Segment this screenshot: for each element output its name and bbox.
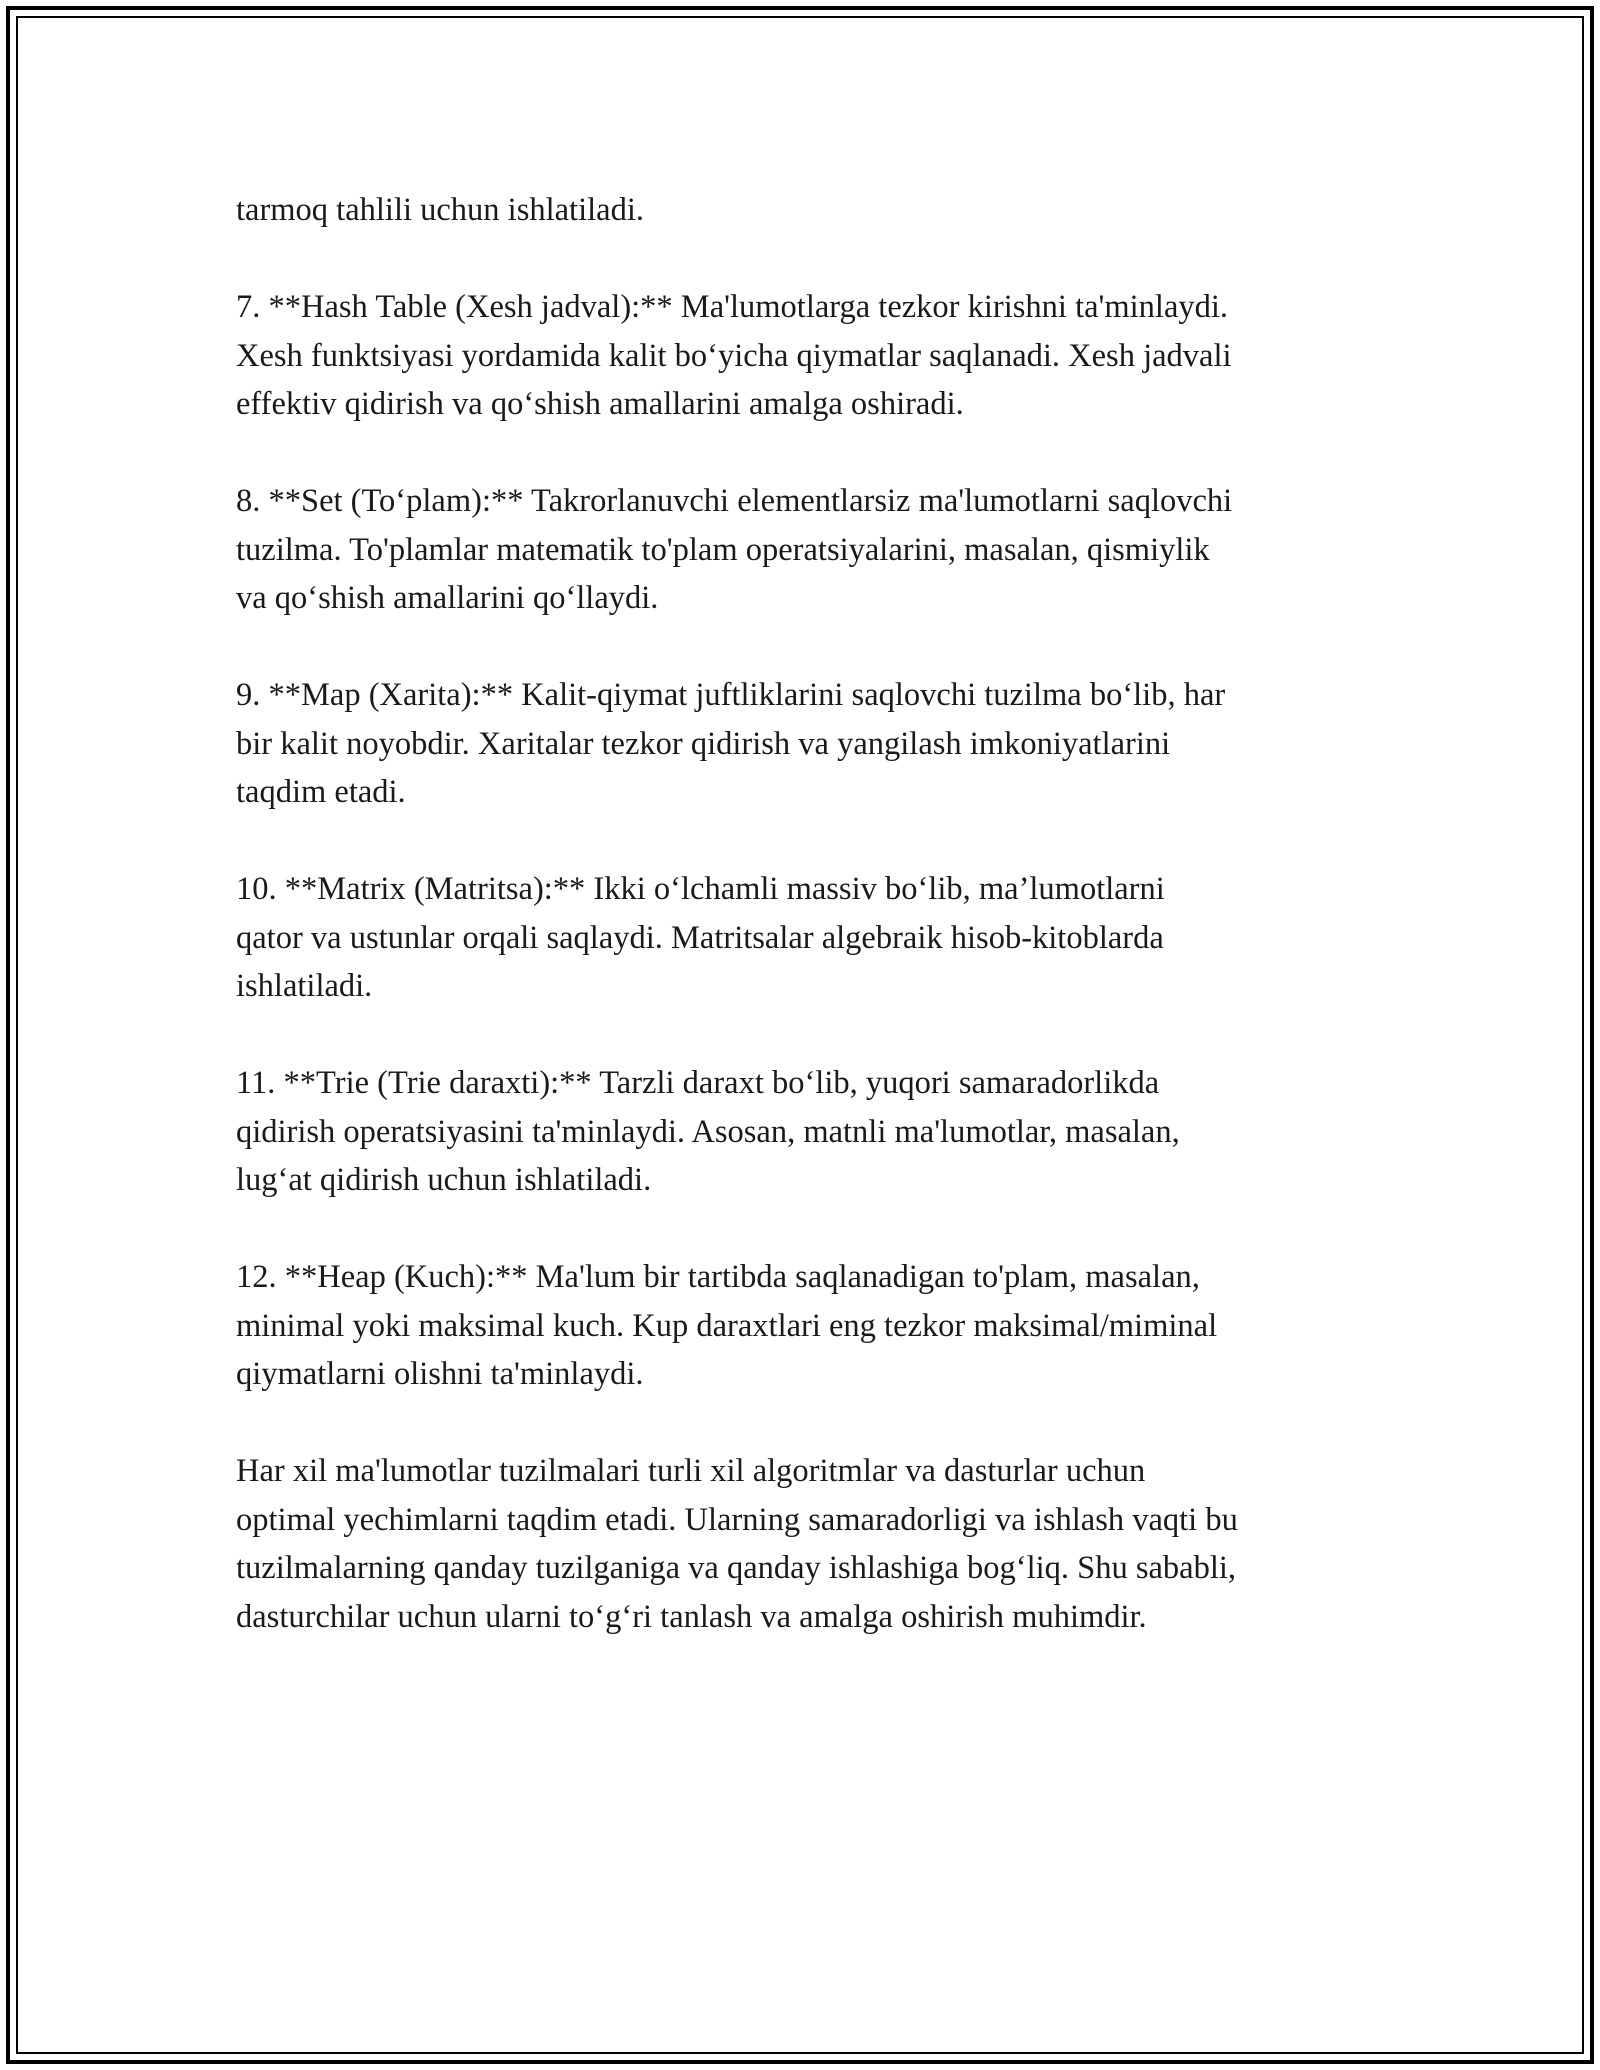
text-line: qidirish operatsiyasini ta'minlaydi. Asosan, matnli ma'lumotlar, masalan, bbox=[236, 1113, 1180, 1150]
text-line: Har xil ma'lumotlar tuzilmalari turli xil algoritmlar va dasturlar uchun bbox=[236, 1453, 1146, 1489]
paragraph-matrix bbox=[236, 865, 1376, 1011]
paragraph-heap bbox=[236, 1253, 1376, 1399]
text-line: 7. **Hash Table (Xesh jadval):** Ma'lumotlarga tezkor kirishni ta'minlaydi. bbox=[236, 289, 1229, 325]
paragraph-conclusion bbox=[236, 1447, 1376, 1641]
text-line: 12. **Heap (Kuch):** Ma'lum bir tartibda saqlanadigan to'plam, masalan, bbox=[236, 1259, 1200, 1295]
text-line: bir kalit noyobdir. Xaritalar tezkor qidirish va yangilash imkoniyatlarini bbox=[236, 725, 1171, 762]
text-line: tuzilmalarning qanday tuzilganiga va qanday ishlashiga bog‘liq. Shu sababli, bbox=[236, 1550, 1237, 1586]
text-line: lug‘at qidirish uchun ishlatiladi. bbox=[236, 1162, 652, 1198]
text-line: minimal yoki maksimal kuch. Kup daraxtlari eng tezkor maksimal/miminal bbox=[236, 1307, 1218, 1344]
text-line: qator va ustunlar orqali saqlaydi. Matritsalar algebraik hisob-kitoblarda bbox=[236, 919, 1164, 956]
paragraph-continuation bbox=[236, 186, 1376, 235]
text-line: 11. **Trie (Trie daraxti):** Tarzli daraxt bo‘lib, yuqori samaradorlikda bbox=[236, 1065, 1160, 1101]
text-line: 8. **Set (To‘plam):** Takrorlanuvchi elementlarsiz ma'lumotlarni saqlovchi bbox=[236, 483, 1233, 519]
text-line: effektiv qidirish va qo‘shish amallarini amalga oshiradi. bbox=[236, 386, 964, 422]
text-line: taqdim etadi. bbox=[236, 774, 406, 810]
paragraph-set bbox=[236, 477, 1376, 623]
text-line: optimal yechimlarni taqdim etadi. Ularning samaradorligi va ishlash vaqti bu bbox=[236, 1501, 1238, 1538]
text-line: tuzilma. To'plamlar matematik to'plam operatsiyalarini, masalan, qismiylik bbox=[236, 531, 1210, 568]
text-line: 10. **Matrix (Matritsa):** Ikki o‘lchamli massiv bo‘lib, ma’lumotlarni bbox=[236, 871, 1165, 907]
text-line: dasturchilar uchun ularni to‘g‘ri tanlash va amalga oshirish muhimdir. bbox=[236, 1598, 1147, 1635]
text-line: ishlatiladi. bbox=[236, 968, 373, 1004]
text-line: tarmoq tahlili uchun ishlatiladi. bbox=[236, 192, 644, 228]
text-line: Xesh funktsiyasi yordamida kalit bo‘yicha qiymatlar saqlanadi. Xesh jadvali bbox=[236, 337, 1232, 374]
paragraph-trie bbox=[236, 1059, 1376, 1205]
paragraph-hash-table bbox=[236, 283, 1376, 429]
text-line: qiymatlarni olishni ta'minlaydi. bbox=[236, 1356, 644, 1392]
paragraph-map bbox=[236, 671, 1376, 817]
text-line: va qo‘shish amallarini qo‘llaydi. bbox=[236, 580, 659, 616]
document-body bbox=[236, 186, 1376, 1641]
text-line: 9. **Map (Xarita):** Kalit-qiymat juftliklarini saqlovchi tuzilma bo‘lib, har bbox=[236, 677, 1226, 713]
